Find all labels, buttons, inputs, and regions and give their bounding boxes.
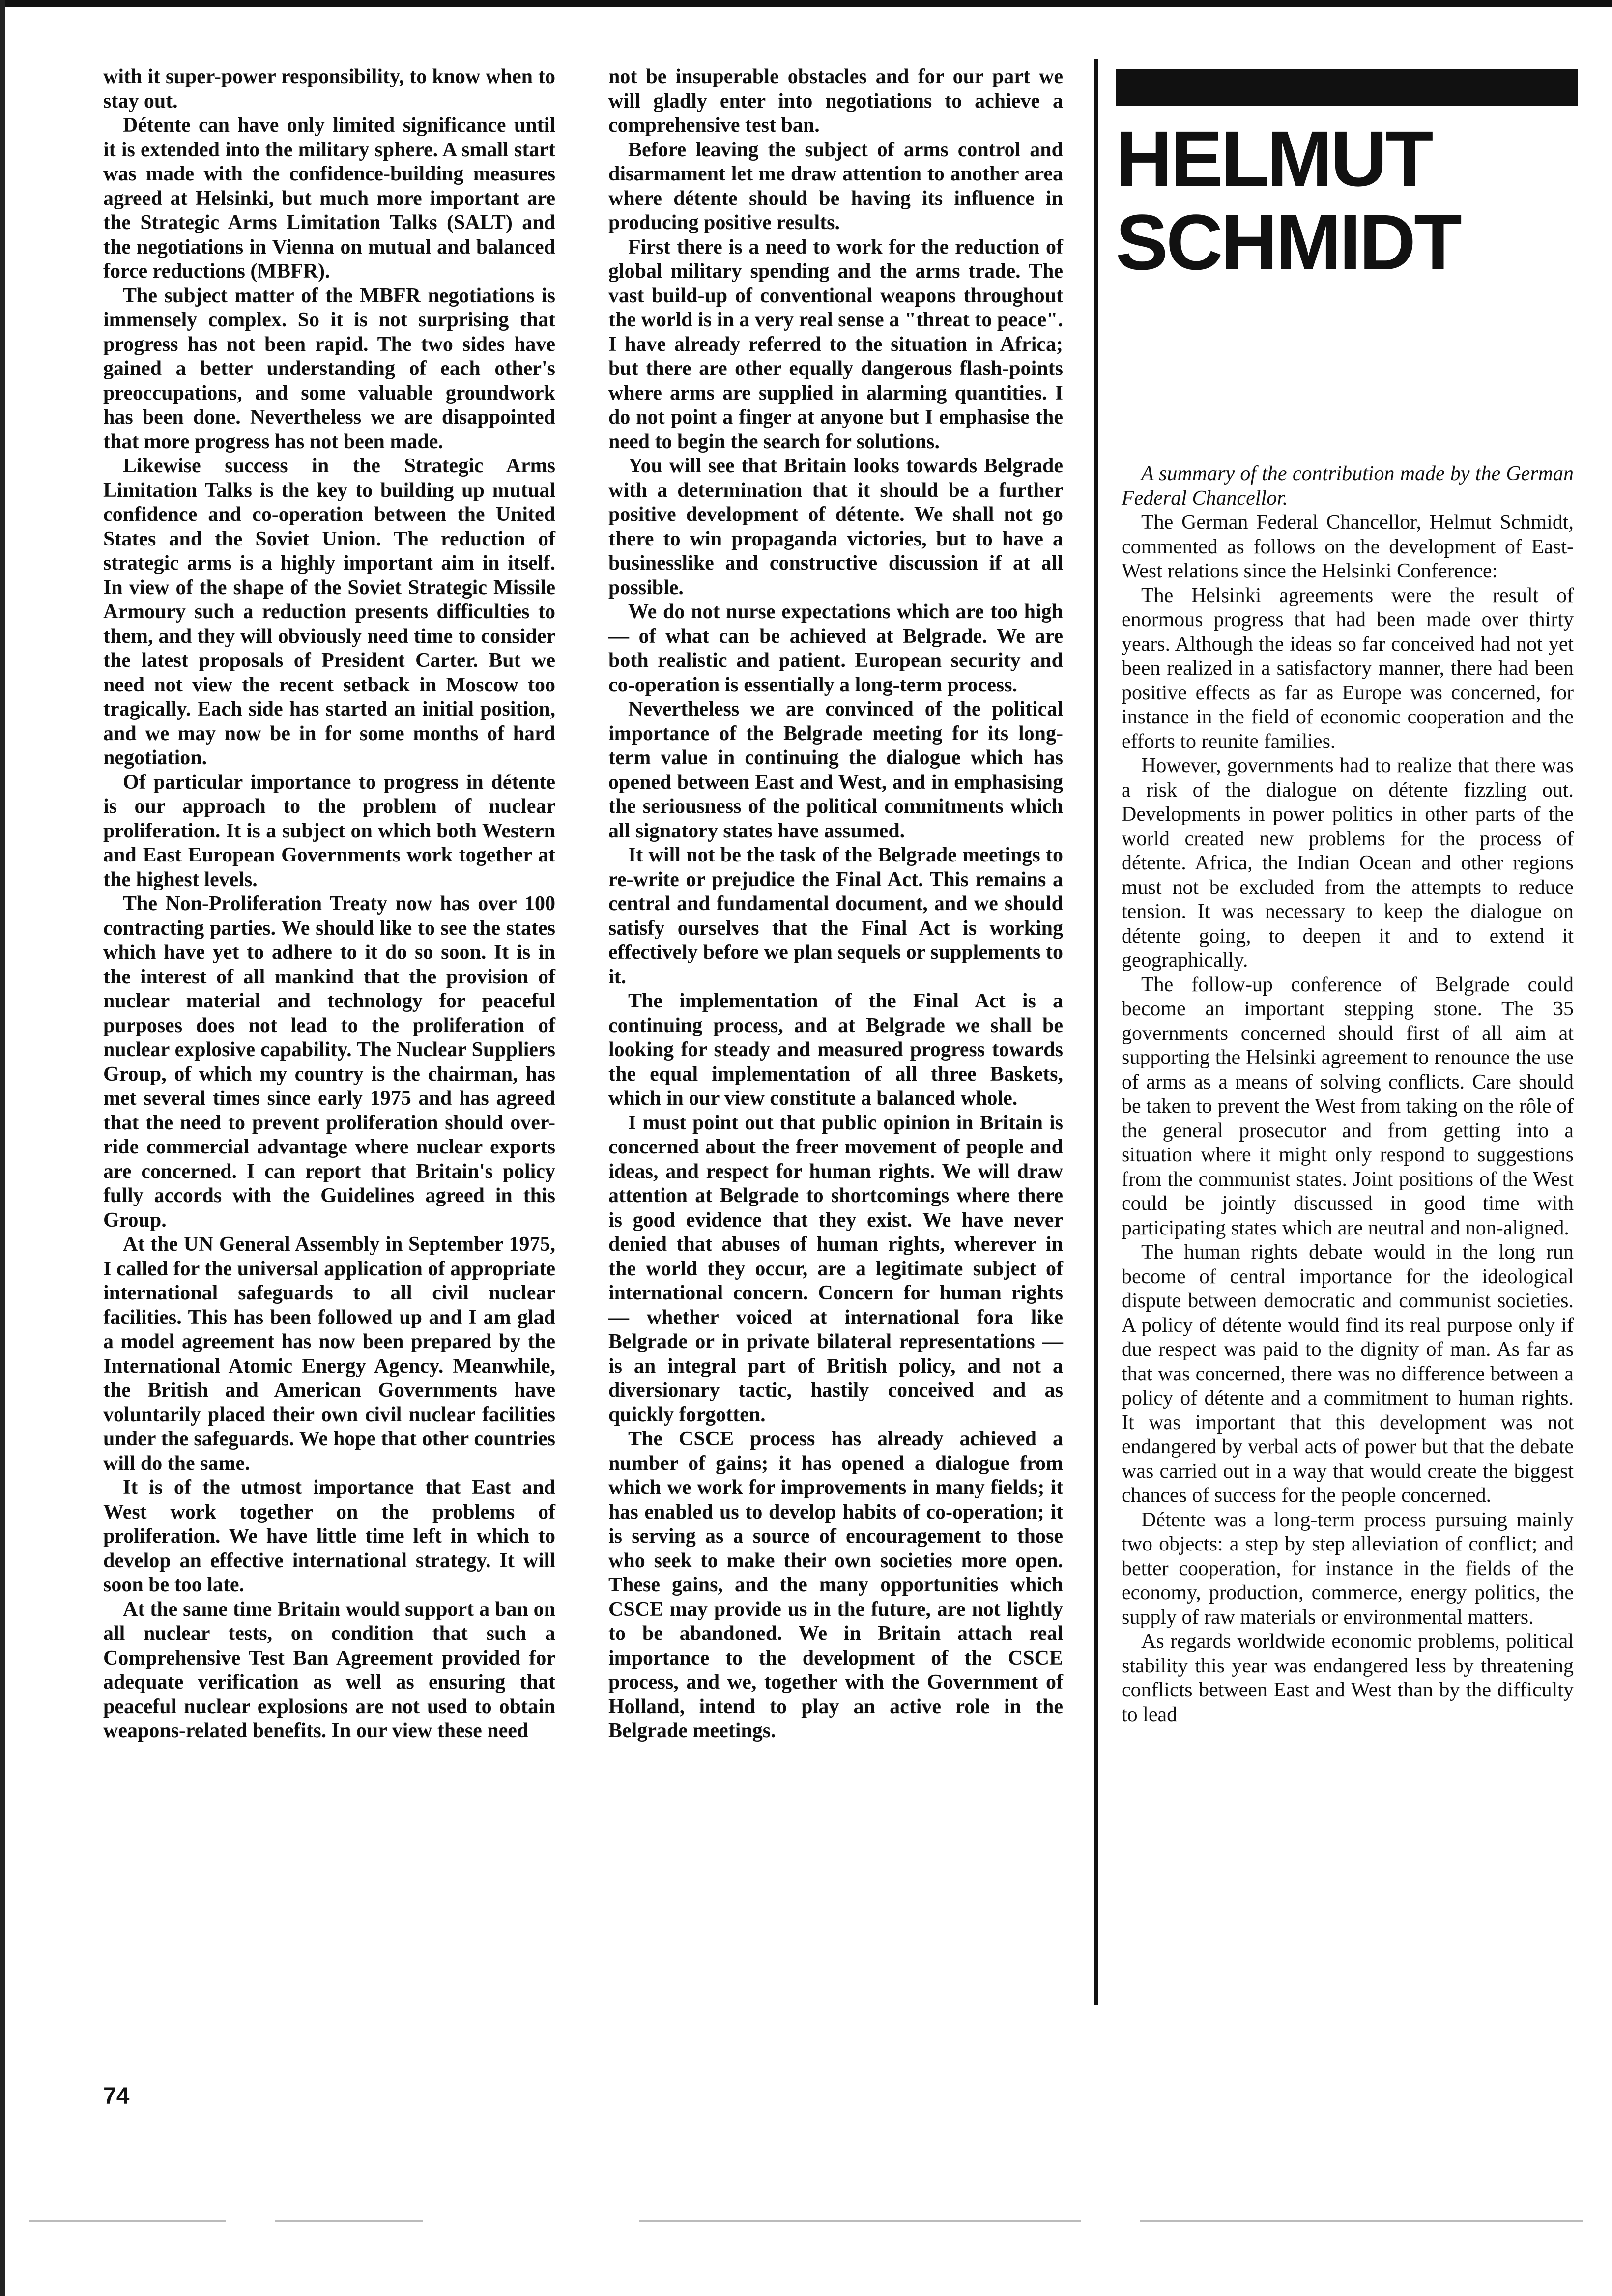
paragraph: The Non-Proliferation Treaty now has over 100 contracting parties. We should like to see the states which have yet to adhere to it do so soon. It is in the interest of all mankind that the provision of nuclear material and technology for peaceful purposes does not lead to the proliferation of nuclear explosive capability. The Nuclear Suppliers Group, of which my country is the chairman, has met several times since early 1975 and has agreed that the need to prevent proliferation should over-ride commercial advantage where nuclear exports are concerned. I can report that Britain's policy fully accords with the Guidelines agreed in this Group. bbox=[103, 892, 555, 1232]
column-divider-rule bbox=[1094, 59, 1098, 2005]
title-line: HELMUT bbox=[1116, 115, 1432, 202]
page-top-border bbox=[0, 0, 1612, 7]
paragraph: The German Federal Chancellor, Helmut Schmidt, commented as follows on the development of East-West relations since the Helsinki Conference: bbox=[1122, 511, 1574, 582]
scan-artifact-line bbox=[639, 2220, 1081, 2222]
paragraph: not be insuperable obstacles and for our part we will gladly enter into negotiations to achieve a comprehensive test ban. bbox=[608, 65, 1063, 137]
paragraph: First there is a need to work for the reduction of global military spending and the arms trade. The vast build-up of conventional weapons throughout the world is in a very real sense a "threat to peace". I have already referred to the situation in Africa; but there are other equally dangerous flash-points where arms are supplied in alarming quantities. I do not point a finger at anyone but I emphasise the need to begin the search for solutions. bbox=[608, 235, 1063, 453]
paragraph: The Helsinki agreements were the result of enormous progress that had been made over thirty years. Although the ideas so far conceived had not yet been realized in a satisfactory manner, there had been positive effects as far as Europe was concerned, for instance in the field of economic cooperation and the efforts to reunite families. bbox=[1122, 584, 1574, 753]
paragraph: The implementation of the Final Act is a continuing process, and at Belgrade we shall be looking for steady and measured progress towards the equal implementation of all three Baskets, which in our view constitute a balanced whole. bbox=[608, 990, 1063, 1110]
paragraph: Likewise success in the Strategic Arms Limitation Talks is the key to building up mutual confidence and co-operation between the United States and the Soviet Union. The reduction of strategic arms is a highly important aim in itself. In view of the shape of the Soviet Strategic Missile Armoury such a reduction presents difficulties to them, and they will obviously need time to consider the latest proposals of President Carter. But we need not view the recent setback in Moscow too tragically. Each side has started an initial position, and we may now be in for some months of hard negotiation. bbox=[103, 455, 555, 769]
paragraph: It will not be the task of the Belgrade meetings to re-write or prejudice the Final Act. This remains a central and fundamental document, and we should satisfy ourselves that the Final Act is working effectively before we plan sequels or supplements to it. bbox=[608, 844, 1063, 988]
paragraph: We do not nurse expectations which are too high — of what can be achieved at Belgrade. We are both realistic and patient. European security and co-operation is essentially a long-term process. bbox=[608, 601, 1063, 696]
paragraph: Détente can have only limited significance until it is extended into the military sphere. A small start was made with the confidence-building measures agreed at Helsinki, but much more important are the Strategic Arms Limitation Talks (SALT) and the negotiations in Vienna on mutual and balanced force reductions (MBFR). bbox=[103, 114, 555, 283]
paragraph: At the UN General Assembly in September 1975, I called for the universal application of appropriate international safeguards to all civil nuclear facilities. This has been followed up and I am glad a model agreement has now been prepared by the International Atomic Energy Agency. Meanwhile, the British and American Governments have voluntarily placed their own civil nuclear facilities under the safeguards. We hope that other countries will do the same. bbox=[103, 1233, 555, 1475]
scan-artifact-line bbox=[275, 2220, 423, 2222]
paragraph: Before leaving the subject of arms control and disarmament let me draw attention to another area where détente should be having its influence in producing positive results. bbox=[608, 138, 1063, 234]
paragraph: Détente was a long-term process pursuing mainly two objects: a step by step alleviation of conflict; and better cooperation, for instance in the fields of the economy, production, commerce, energy politics, the supply of raw materials or environmental matters. bbox=[1122, 1508, 1574, 1629]
page-number: 74 bbox=[103, 2083, 130, 2109]
article-column-1 bbox=[103, 65, 555, 1744]
title-black-bar bbox=[1116, 69, 1578, 106]
scan-artifact-line bbox=[1140, 2220, 1583, 2222]
paragraph: The subject matter of the MBFR negotiations is immensely complex. So it is not surprising that progress has not been rapid. The two sides have gained a better understanding of each other's preoccupations, and some valuable groundwork has been done. Nevertheless we are disappointed that more progress has not been made. bbox=[103, 284, 555, 453]
paragraph: It is of the utmost importance that East and West work together on the problems of proliferation. We have little time left in which to develop an effective international strategy. It will soon be too late. bbox=[103, 1476, 555, 1596]
paragraph: You will see that Britain looks towards Belgrade with a determination that it should be a further positive development of détente. We shall not go there to win propaganda victories, but to have a businesslike and constructive discussion if at all possible. bbox=[608, 455, 1063, 599]
paragraph: As regards worldwide economic problems, political stability this year was endangered less by threatening conflicts between East and West than by the difficulty to lead bbox=[1122, 1630, 1574, 1726]
paragraph: Of particular importance to progress in détente is our approach to the problem of nuclear proliferation. It is a subject on which both Western and East European Governments work together at the highest levels. bbox=[103, 771, 555, 891]
page-left-border bbox=[0, 0, 5, 2296]
paragraph: with it super-power responsibility, to know when to stay out. bbox=[103, 65, 555, 113]
article-column-3 bbox=[1122, 462, 1574, 1727]
article-title bbox=[1116, 117, 1583, 284]
paragraph: At the same time Britain would support a ban on all nuclear tests, on condition that such a Comprehensive Test Ban Agreement provided for adequate verification as well as ensuring that peaceful nuclear explosions are not used to obtain weapons-related benefits. In our view these need bbox=[103, 1598, 555, 1742]
paragraph: The human rights debate would in the long run become of central importance for the ideological dispute between democratic and communist societies. A policy of détente would find its real purpose only if due respect was paid to the dignity of man. As far as that was concerned, there was no difference between a policy of détente and a commitment to human rights. It was important that this development was not endangered by verbal acts of power but that the debate was carried out in a way that would create the biggest chances of success for the people concerned. bbox=[1122, 1241, 1574, 1507]
paragraph: The CSCE process has already achieved a number of gains; it has opened a dialogue from which we work for improvements in many fields; it has enabled us to develop habits of co-operation; it is serving as a source of encouragement to those who seek to make their own societies more open. These gains, and the many opportunities which CSCE may provide us in the future, are not lightly to be abandoned. We in Britain attach real importance to the development of the CSCE process, and we, together with the Government of Holland, intend to play an active role in the Belgrade meetings. bbox=[608, 1428, 1063, 1742]
paragraph: Nevertheless we are convinced of the political importance of the Belgrade meeting for its long-term value in continuing the dialogue which has opened between East and West, and in emphasising the seriousness of the political commitments which all signatory states have assumed. bbox=[608, 698, 1063, 842]
paragraph: The follow-up conference of Belgrade could become an important stepping stone. The 35 governments concerned should first of all aim at supporting the Helsinki agreement to renounce the use of arms as a means of solving conflicts. Care should be taken to prevent the West from taking on the rôle of the general prosecutor and from getting into a situation where it might only respond to suggestions from the communist states. Joint positions of the West could be jointly discussed in good time with participating states which are neutral and non-aligned. bbox=[1122, 973, 1574, 1239]
intro-summary: A summary of the contribution made by the German Federal Chancellor. bbox=[1122, 462, 1574, 510]
article-column-2 bbox=[608, 65, 1063, 1744]
title-line: SCHMIDT bbox=[1116, 198, 1460, 286]
paragraph: However, governments had to realize that there was a risk of the dialogue on détente fizzling out. Developments in power politics in other parts of the world created new problems for the process of détente. Africa, the Indian Ocean and other regions must not be excluded from the attempts to reduce tension. It was necessary to keep the dialogue on détente going, to deepen it and to extend it geographically. bbox=[1122, 754, 1574, 972]
scan-artifact-line bbox=[29, 2220, 226, 2222]
paragraph: I must point out that public opinion in Britain is concerned about the freer movement of people and ideas, and respect for human rights. We will draw attention at Belgrade to shortcomings where there is good evidence that they exist. We have never denied that abuses of human rights, wherever in the world they occur, are a legitimate subject of international concern. Concern for human rights — whether voiced at international fora like Belgrade or in private bilateral representations — is an integral part of British policy, and not a diversionary tactic, hastily conceived and as quickly forgotten. bbox=[608, 1111, 1063, 1426]
